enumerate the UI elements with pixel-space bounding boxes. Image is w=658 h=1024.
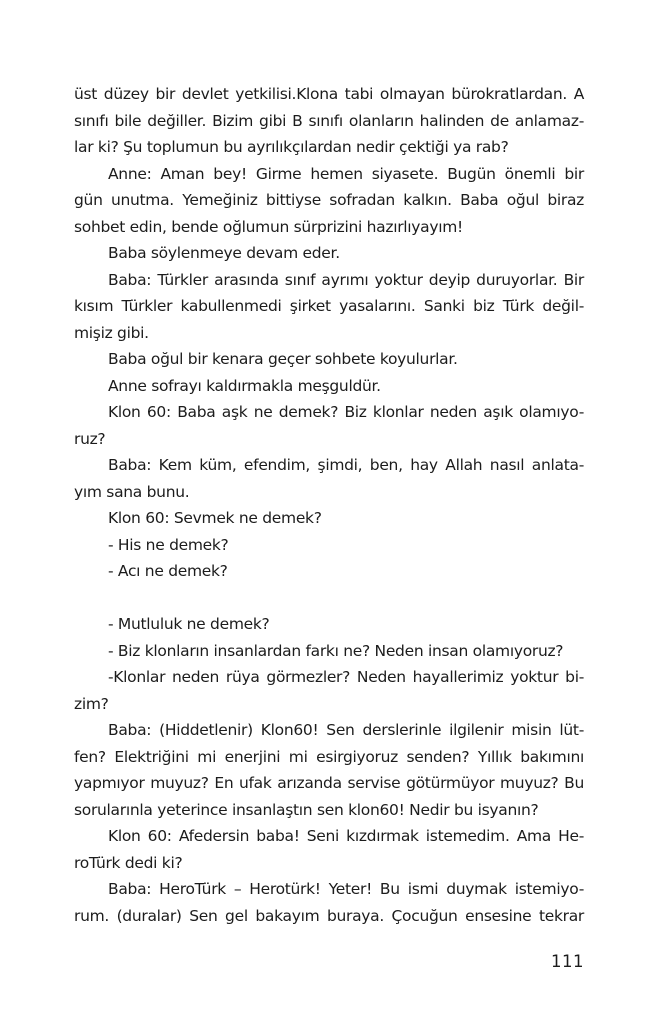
- text-line: mişiz gibi.: [74, 323, 149, 342]
- text-line: rum. (duralar) Sen gel bakayım buraya. Çocuğun ensesine tekrar: [74, 906, 584, 925]
- blank-line: [74, 585, 584, 612]
- text-line: Klon 60: Afedersin baba! Seni kızdırmak istemedim. Ama He-: [108, 827, 584, 845]
- text-line: Baba: Türkler arasında sınıf ayrımı yoktur deyip duruyorlar. Bir: [108, 270, 584, 289]
- text-line: Klon 60: Baba aşk ne demek? Biz klonlar neden aşık olamıyo-: [108, 403, 584, 421]
- text-line: ruz?: [74, 429, 106, 448]
- page-body: [74, 81, 584, 929]
- text-line: - Mutluluk ne demek?: [108, 615, 270, 633]
- text-line: sınıfı bile değiller. Bizim gibi B sınıfı olanların halinden de anlamaz-: [74, 111, 584, 130]
- text-line: Anne sofrayı kaldırmakla meşguldür.: [108, 376, 381, 395]
- text-line: roTürk dedi ki?: [74, 853, 183, 872]
- text-line: sorularınla yeterince insanlaştın sen klon60! Nedir bu isyanın?: [74, 800, 539, 819]
- text-line: gün unutma. Yemeğiniz bittiyse sofradan kalkın. Baba oğul biraz: [74, 191, 584, 209]
- text-line: Baba: Kem küm, efendim, şimdi, ben, hay Allah nasıl anlata-: [108, 456, 584, 474]
- text-line: lar ki? Şu toplumun bu ayrılıkçılardan nedir çektiği ya rab?: [74, 138, 509, 156]
- text-line: - Biz klonların insanlardan farkı ne? Neden insan olamıyoruz?: [108, 641, 564, 660]
- page-number: 111: [551, 952, 584, 971]
- text-line: kısım Türkler kabullenmedi şirket yasalarını. Sanki biz Türk değil-: [74, 297, 584, 315]
- text-line: - His ne demek?: [108, 535, 229, 554]
- text-line: Baba oğul bir kenara geçer sohbete koyulurlar.: [108, 350, 458, 368]
- text-line: yapmıyor muyuz? En ufak arızanda servise götürmüyor muyuz? Bu: [74, 774, 584, 792]
- text-line: -Klonlar neden rüya görmezler? Neden hayallerimiz yoktur bi-: [108, 668, 584, 686]
- text-line: Baba: (Hiddetlenir) Klon60! Sen derslerinle ilgilenir misin lüt-: [108, 721, 584, 739]
- text-line: sohbet edin, bende oğlumun sürprizini hazırlıyayım!: [74, 217, 463, 236]
- text-line: zim?: [74, 694, 109, 713]
- text-line: Baba söylenmeye devam eder.: [108, 244, 340, 262]
- text-line: yım sana bunu.: [74, 482, 190, 501]
- text-line: üst düzey bir devlet yetkilisi.Klona tabi olmayan bürokratlardan. A: [74, 85, 584, 103]
- text-line: Klon 60: Sevmek ne demek?: [108, 509, 322, 527]
- text-line: Anne: Aman bey! Girme hemen siyasete. Bugün önemli bir: [108, 164, 584, 183]
- text-line: - Acı ne demek?: [108, 562, 228, 580]
- text-line: Baba: HeroTürk – Herotürk! Yeter! Bu ismi duymak istemiyo-: [108, 880, 584, 898]
- text-line: fen? Elektriğini mi enerjini mi esirgiyoruz senden? Yıllık bakımını: [74, 747, 584, 766]
